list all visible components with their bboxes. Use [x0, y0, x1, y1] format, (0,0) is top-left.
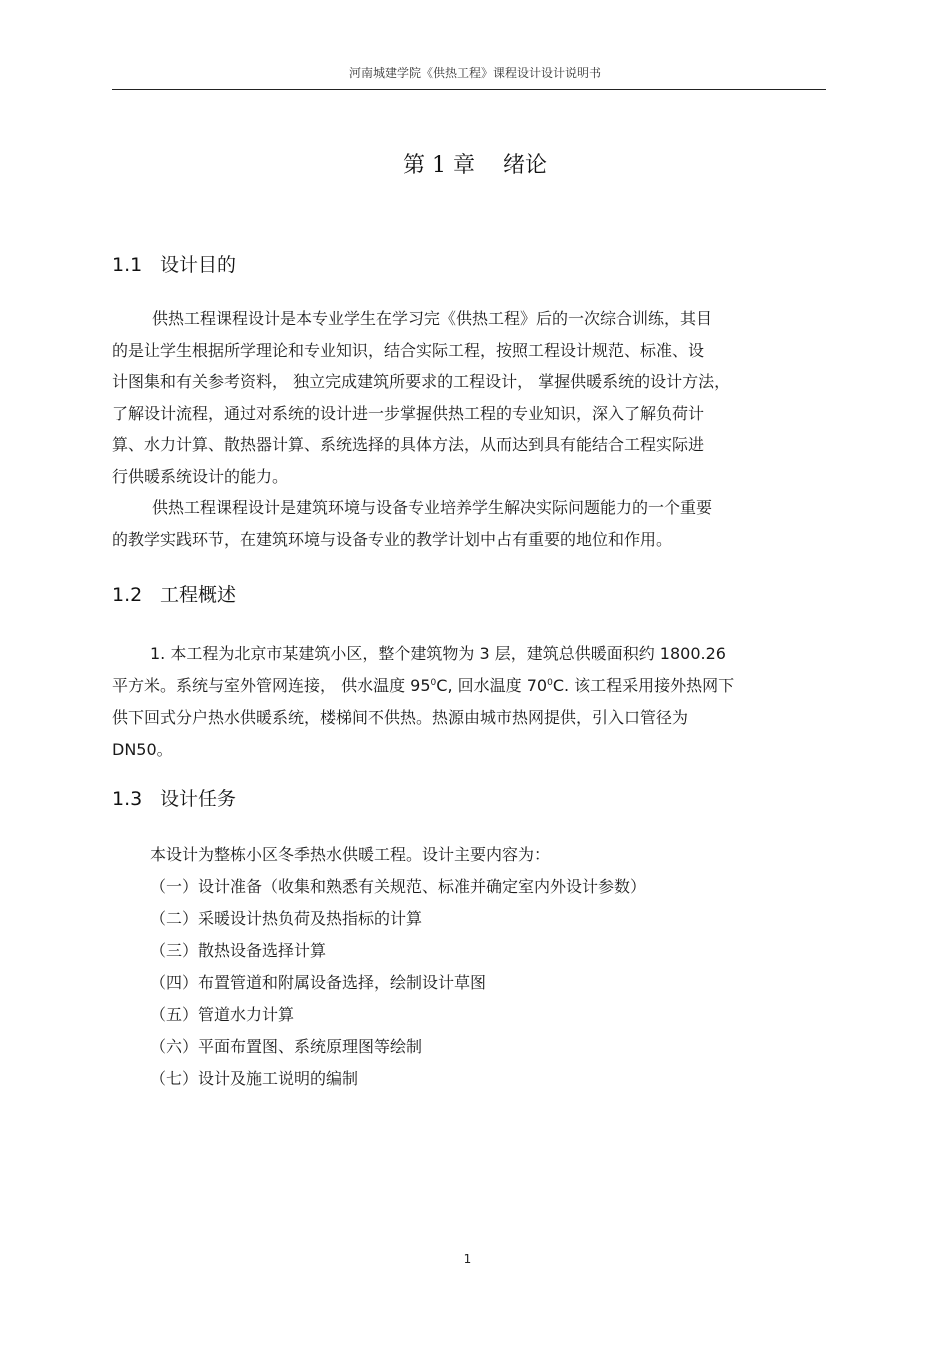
text-line: 行供暖系统设计的能力。: [112, 466, 289, 486]
overview-line-3: 供下回式分户热水供暖系统，楼梯间不供热。热源由城市热网提供，引入口管径为: [112, 708, 689, 727]
section-number: 1.1: [112, 254, 143, 276]
list-item: （一）设计准备（收集和熟悉有关规范、标准并确定室内外设计参数）: [150, 877, 647, 896]
task-list: [150, 871, 646, 1095]
list-item: （三）散热设备选择计算: [150, 941, 327, 960]
section-number: 1.2: [112, 584, 143, 606]
header-divider: [112, 89, 826, 90]
text-segment: C, 回水温度 70: [436, 676, 548, 695]
section-title: 工程概述: [160, 584, 237, 606]
section-heading-1-1: [112, 250, 236, 277]
section-heading-1-3: [112, 784, 236, 811]
section-title: 设计目的: [160, 254, 237, 276]
page-number: 1: [463, 1252, 472, 1266]
text-segment: 平方米。系统与室外管网连接， 供水温度 95: [112, 676, 431, 695]
list-item: （二）采暖设计热负荷及热指标的计算: [150, 909, 423, 928]
task-intro: 本设计为整栋小区冬季热水供暖工程。设计主要内容为：: [150, 845, 551, 864]
text-line: 供热工程课程设计是本专业学生在学习完《供热工程》后的一次综合训练，其目: [152, 309, 713, 328]
list-item: （六）平面布置图、系统原理图等绘制: [150, 1037, 423, 1056]
section-title: 设计任务: [160, 788, 237, 810]
overview-line-1: 1. 本工程为北京市某建筑小区，整个建筑物为 3 层，建筑总供暖面积约 1800.26: [150, 644, 726, 663]
chapter-name: 绪论: [502, 153, 547, 178]
list-item: （七）设计及施工说明的编制: [150, 1069, 359, 1088]
chapter-number: 第 1 章: [403, 153, 475, 178]
text-line: 的是让学生根据所学理论和专业知识，结合实际工程，按照工程设计规范、标准、设: [112, 340, 705, 360]
degree-superscript: 0: [547, 678, 553, 688]
text-line: 算、水力计算、散热器计算、系统选择的具体方法，从而达到具有能结合工程实际进: [112, 435, 705, 454]
text-segment: C. 该工程采用接外热网下: [552, 676, 735, 695]
overview-line-4: DN50。: [112, 740, 173, 759]
chapter-title: [0, 148, 950, 179]
text-line: 供热工程课程设计是建筑环境与设备专业培养学生解决实际问题能力的一个重要: [152, 498, 713, 517]
section-heading-1-2: [112, 580, 236, 607]
degree-superscript: 0: [430, 678, 437, 688]
list-item: （五）管道水力计算: [150, 1005, 295, 1024]
paragraph-design-purpose: [112, 303, 826, 555]
running-header: 河南城建学院《供热工程》课程设计设计说明书: [348, 66, 601, 80]
section-number: 1.3: [112, 788, 143, 810]
text-line: 了解设计流程，通过对系统的设计进一步掌握供热工程的专业知识，深入了解负荷计: [112, 403, 705, 423]
overview-line-2: [112, 673, 734, 696]
list-item: （四）布置管道和附属设备选择，绘制设计草图: [150, 973, 487, 992]
text-line: 的教学实践环节，在建筑环境与设备专业的教学计划中占有重要的地位和作用。: [112, 529, 673, 549]
text-line: 计图集和有关参考资料， 独立完成建筑所要求的工程设计， 掌握供暖系统的设计方法，: [112, 372, 731, 391]
